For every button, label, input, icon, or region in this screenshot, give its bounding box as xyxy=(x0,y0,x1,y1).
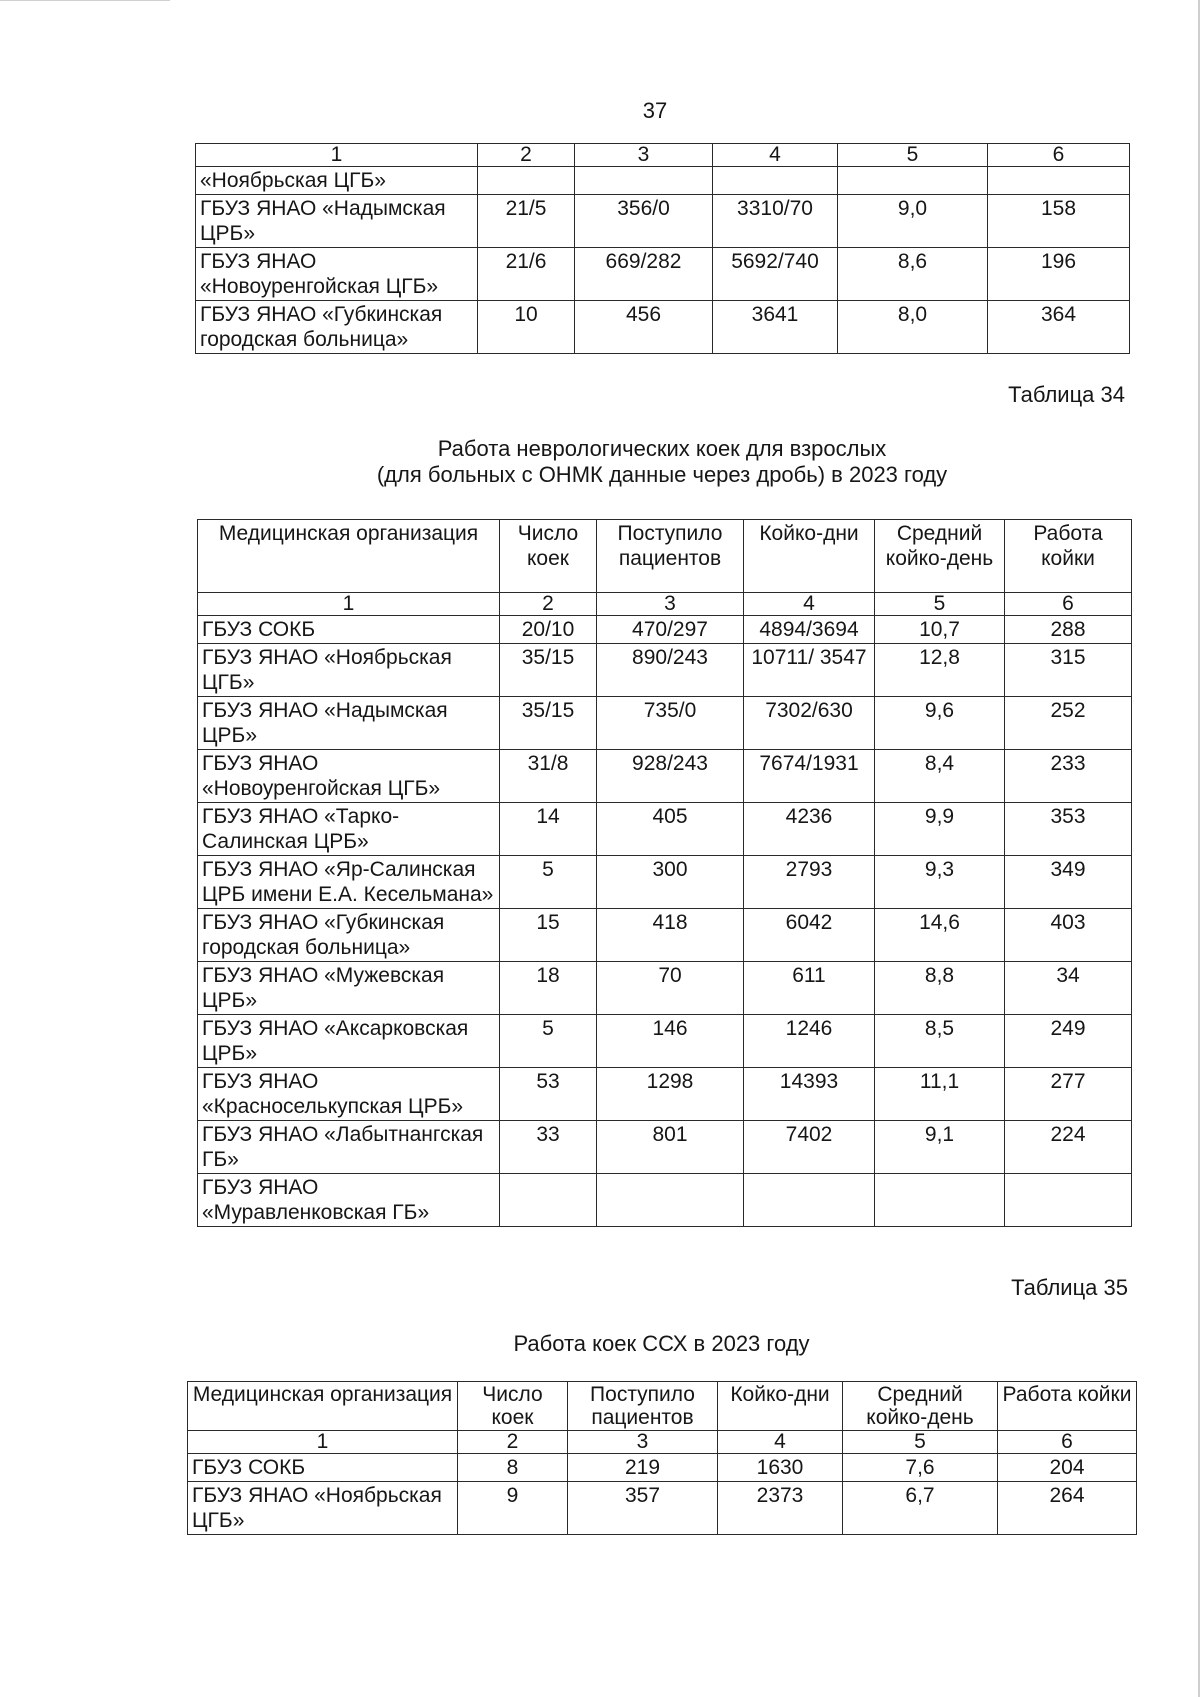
table-row xyxy=(198,616,1132,644)
organization-cell: ГБУЗ ЯНАО «Муравленковская ГБ» xyxy=(198,1174,500,1227)
value-cell: 9,3 xyxy=(875,856,1005,909)
column-number-row xyxy=(196,144,1130,167)
organization-cell: ГБУЗ ЯНАО «Новоуренгойская ЦГБ» xyxy=(196,248,478,301)
value-cell: 7302/630 xyxy=(744,697,875,750)
value-cell: 6,7 xyxy=(843,1482,998,1535)
table-row xyxy=(198,750,1132,803)
value-cell: 928/243 xyxy=(597,750,744,803)
organization-cell: ГБУЗ ЯНАО «Мужевская ЦРБ» xyxy=(198,962,500,1015)
value-cell: 7402 xyxy=(744,1121,875,1174)
value-cell: 3310/70 xyxy=(713,195,838,248)
value-cell: 18 xyxy=(500,962,597,1015)
value-cell: 9,6 xyxy=(875,697,1005,750)
value-cell: 470/297 xyxy=(597,616,744,644)
organization-cell: ГБУЗ СОКБ xyxy=(188,1454,458,1482)
value-cell: 31/8 xyxy=(500,750,597,803)
value-cell: 204 xyxy=(998,1454,1137,1482)
value-cell: 33 xyxy=(500,1121,597,1174)
organization-cell: ГБУЗ ЯНАО «Красноселькупская ЦРБ» xyxy=(198,1068,500,1121)
column-number-cell: 4 xyxy=(744,593,875,616)
value-cell: 10711/ 3547 xyxy=(744,644,875,697)
value-cell: 9,9 xyxy=(875,803,1005,856)
value-cell xyxy=(988,167,1130,195)
value-cell: 8,6 xyxy=(838,248,988,301)
column-number-cell: 5 xyxy=(875,593,1005,616)
value-cell xyxy=(478,167,575,195)
value-cell: 158 xyxy=(988,195,1130,248)
table-row xyxy=(198,1015,1132,1068)
value-cell: 219 xyxy=(568,1454,718,1482)
value-cell: 890/243 xyxy=(597,644,744,697)
organization-cell: ГБУЗ ЯНАО «Новоуренгойская ЦГБ» xyxy=(198,750,500,803)
value-cell: 14,6 xyxy=(875,909,1005,962)
value-cell: 353 xyxy=(1005,803,1132,856)
value-cell xyxy=(838,167,988,195)
value-cell: 6042 xyxy=(744,909,875,962)
value-cell: 35/15 xyxy=(500,644,597,697)
value-cell: 9 xyxy=(458,1482,568,1535)
header-cell: Работа койки xyxy=(998,1382,1137,1431)
organization-cell: ГБУЗ ЯНАО «Аксарковская ЦРБ» xyxy=(198,1015,500,1068)
column-number-cell: 4 xyxy=(713,144,838,167)
value-cell: 801 xyxy=(597,1121,744,1174)
header-row xyxy=(188,1382,1137,1431)
value-cell: 356/0 xyxy=(575,195,713,248)
value-cell: 5692/740 xyxy=(713,248,838,301)
value-cell xyxy=(1005,1174,1132,1227)
value-cell: 249 xyxy=(1005,1015,1132,1068)
organization-cell: ГБУЗ ЯНАО «Ноябрьская ЦГБ» xyxy=(188,1482,458,1535)
organization-cell: ГБУЗ ЯНАО «Надымская ЦРБ» xyxy=(196,195,478,248)
column-number-cell: 2 xyxy=(500,593,597,616)
table-row xyxy=(198,1121,1132,1174)
value-cell: 364 xyxy=(988,301,1130,354)
value-cell: 1246 xyxy=(744,1015,875,1068)
value-cell: 10,7 xyxy=(875,616,1005,644)
value-cell: 35/15 xyxy=(500,697,597,750)
table-row xyxy=(188,1482,1137,1535)
table34-title-line1: Работа неврологических коек для взрослых xyxy=(437,436,887,461)
value-cell: 252 xyxy=(1005,697,1132,750)
table-row xyxy=(198,962,1132,1015)
value-cell: 233 xyxy=(1005,750,1132,803)
value-cell: 1298 xyxy=(597,1068,744,1121)
value-cell: 8,0 xyxy=(838,301,988,354)
header-cell: Медицинская организация xyxy=(198,520,500,593)
value-cell: 10 xyxy=(478,301,575,354)
table-row xyxy=(196,195,1130,248)
value-cell: 456 xyxy=(575,301,713,354)
table-row xyxy=(198,1174,1132,1227)
header-cell: Койко-дни xyxy=(744,520,875,593)
value-cell: 669/282 xyxy=(575,248,713,301)
column-number-cell: 3 xyxy=(575,144,713,167)
value-cell: 9,1 xyxy=(875,1121,1005,1174)
column-number-cell: 5 xyxy=(838,144,988,167)
value-cell xyxy=(500,1174,597,1227)
table35-caption: Таблица 35 xyxy=(1011,1275,1128,1300)
value-cell: 357 xyxy=(568,1482,718,1535)
value-cell: 403 xyxy=(1005,909,1132,962)
value-cell: 735/0 xyxy=(597,697,744,750)
table-row xyxy=(198,803,1132,856)
header-cell: Число коек xyxy=(500,520,597,593)
header-row xyxy=(198,520,1132,593)
column-number-cell: 1 xyxy=(196,144,478,167)
column-number-cell: 6 xyxy=(998,1431,1137,1454)
header-cell: Средний койко-день xyxy=(875,520,1005,593)
table-row xyxy=(188,1454,1137,1482)
value-cell: 14 xyxy=(500,803,597,856)
value-cell: 9,0 xyxy=(838,195,988,248)
value-cell: 5 xyxy=(500,856,597,909)
value-cell: 8,4 xyxy=(875,750,1005,803)
header-cell: Поступило пациентов xyxy=(568,1382,718,1431)
value-cell: 315 xyxy=(1005,644,1132,697)
header-cell: Медицинская организация xyxy=(188,1382,458,1431)
value-cell: 224 xyxy=(1005,1121,1132,1174)
organization-cell: ГБУЗ СОКБ xyxy=(198,616,500,644)
organization-cell: ГБУЗ ЯНАО «Яр-Салинская ЦРБ имени Е.А. Кесельмана» xyxy=(198,856,500,909)
column-number-cell: 1 xyxy=(198,593,500,616)
value-cell: 611 xyxy=(744,962,875,1015)
header-cell: Число коек xyxy=(458,1382,568,1431)
table-row xyxy=(198,856,1132,909)
value-cell: 1630 xyxy=(718,1454,843,1482)
table-row xyxy=(196,248,1130,301)
column-number-cell: 3 xyxy=(597,593,744,616)
table-row xyxy=(196,167,1130,195)
value-cell: 70 xyxy=(597,962,744,1015)
column-number-cell: 6 xyxy=(988,144,1130,167)
value-cell: 300 xyxy=(597,856,744,909)
organization-cell: «Ноябрьская ЦГБ» xyxy=(196,167,478,195)
table-34 xyxy=(197,519,1132,1227)
value-cell: 277 xyxy=(1005,1068,1132,1121)
value-cell xyxy=(597,1174,744,1227)
value-cell: 14393 xyxy=(744,1068,875,1121)
organization-cell: ГБУЗ ЯНАО «Надымская ЦРБ» xyxy=(198,697,500,750)
table-35 xyxy=(187,1381,1137,1535)
organization-cell: ГБУЗ ЯНАО «Губкинская городская больница» xyxy=(196,301,478,354)
value-cell: 21/5 xyxy=(478,195,575,248)
value-cell xyxy=(875,1174,1005,1227)
value-cell: 34 xyxy=(1005,962,1132,1015)
value-cell: 2793 xyxy=(744,856,875,909)
table-row xyxy=(198,909,1132,962)
value-cell: 11,1 xyxy=(875,1068,1005,1121)
scan-top-mark xyxy=(0,0,170,1)
value-cell: 4236 xyxy=(744,803,875,856)
value-cell: 53 xyxy=(500,1068,597,1121)
column-number-row xyxy=(188,1431,1137,1454)
table-row xyxy=(196,301,1130,354)
value-cell: 15 xyxy=(500,909,597,962)
value-cell: 20/10 xyxy=(500,616,597,644)
value-cell: 264 xyxy=(998,1482,1137,1535)
organization-cell: ГБУЗ ЯНАО «Лабытнангская ГБ» xyxy=(198,1121,500,1174)
table-row xyxy=(198,1068,1132,1121)
value-cell: 8,8 xyxy=(875,962,1005,1015)
value-cell: 7,6 xyxy=(843,1454,998,1482)
header-cell: Средний койко-день xyxy=(843,1382,998,1431)
value-cell: 5 xyxy=(500,1015,597,1068)
value-cell: 196 xyxy=(988,248,1130,301)
column-number-cell: 4 xyxy=(718,1431,843,1454)
value-cell: 7674/1931 xyxy=(744,750,875,803)
column-number-cell: 2 xyxy=(458,1431,568,1454)
table35-title: Работа коек ССХ в 2023 году xyxy=(513,1331,810,1356)
table34-title xyxy=(195,436,1129,488)
value-cell: 288 xyxy=(1005,616,1132,644)
organization-cell: ГБУЗ ЯНАО «Ноябрьская ЦГБ» xyxy=(198,644,500,697)
header-cell: Койко-дни xyxy=(718,1382,843,1431)
value-cell: 8,5 xyxy=(875,1015,1005,1068)
value-cell: 21/6 xyxy=(478,248,575,301)
column-number-cell: 3 xyxy=(568,1431,718,1454)
value-cell xyxy=(744,1174,875,1227)
value-cell: 146 xyxy=(597,1015,744,1068)
table34-caption: Таблица 34 xyxy=(1008,382,1125,407)
value-cell: 418 xyxy=(597,909,744,962)
column-number-cell: 5 xyxy=(843,1431,998,1454)
value-cell: 12,8 xyxy=(875,644,1005,697)
value-cell: 349 xyxy=(1005,856,1132,909)
value-cell: 4894/3694 xyxy=(744,616,875,644)
organization-cell: ГБУЗ ЯНАО «Губкинская городская больница» xyxy=(198,909,500,962)
table34-title-line2: (для больных с ОНМК данные через дробь) в 2023 году xyxy=(376,462,948,487)
organization-cell: ГБУЗ ЯНАО «Тарко-Салинская ЦРБ» xyxy=(198,803,500,856)
value-cell xyxy=(575,167,713,195)
value-cell: 3641 xyxy=(713,301,838,354)
header-cell: Работа койки xyxy=(1005,520,1132,593)
table-continuation xyxy=(195,143,1130,354)
value-cell: 405 xyxy=(597,803,744,856)
column-number-row xyxy=(198,593,1132,616)
table-row xyxy=(198,644,1132,697)
value-cell xyxy=(713,167,838,195)
value-cell: 2373 xyxy=(718,1482,843,1535)
column-number-cell: 6 xyxy=(1005,593,1132,616)
column-number-cell: 2 xyxy=(478,144,575,167)
value-cell: 8 xyxy=(458,1454,568,1482)
page-number: 37 xyxy=(642,98,668,123)
table-row xyxy=(198,697,1132,750)
column-number-cell: 1 xyxy=(188,1431,458,1454)
header-cell: Поступило пациентов xyxy=(597,520,744,593)
